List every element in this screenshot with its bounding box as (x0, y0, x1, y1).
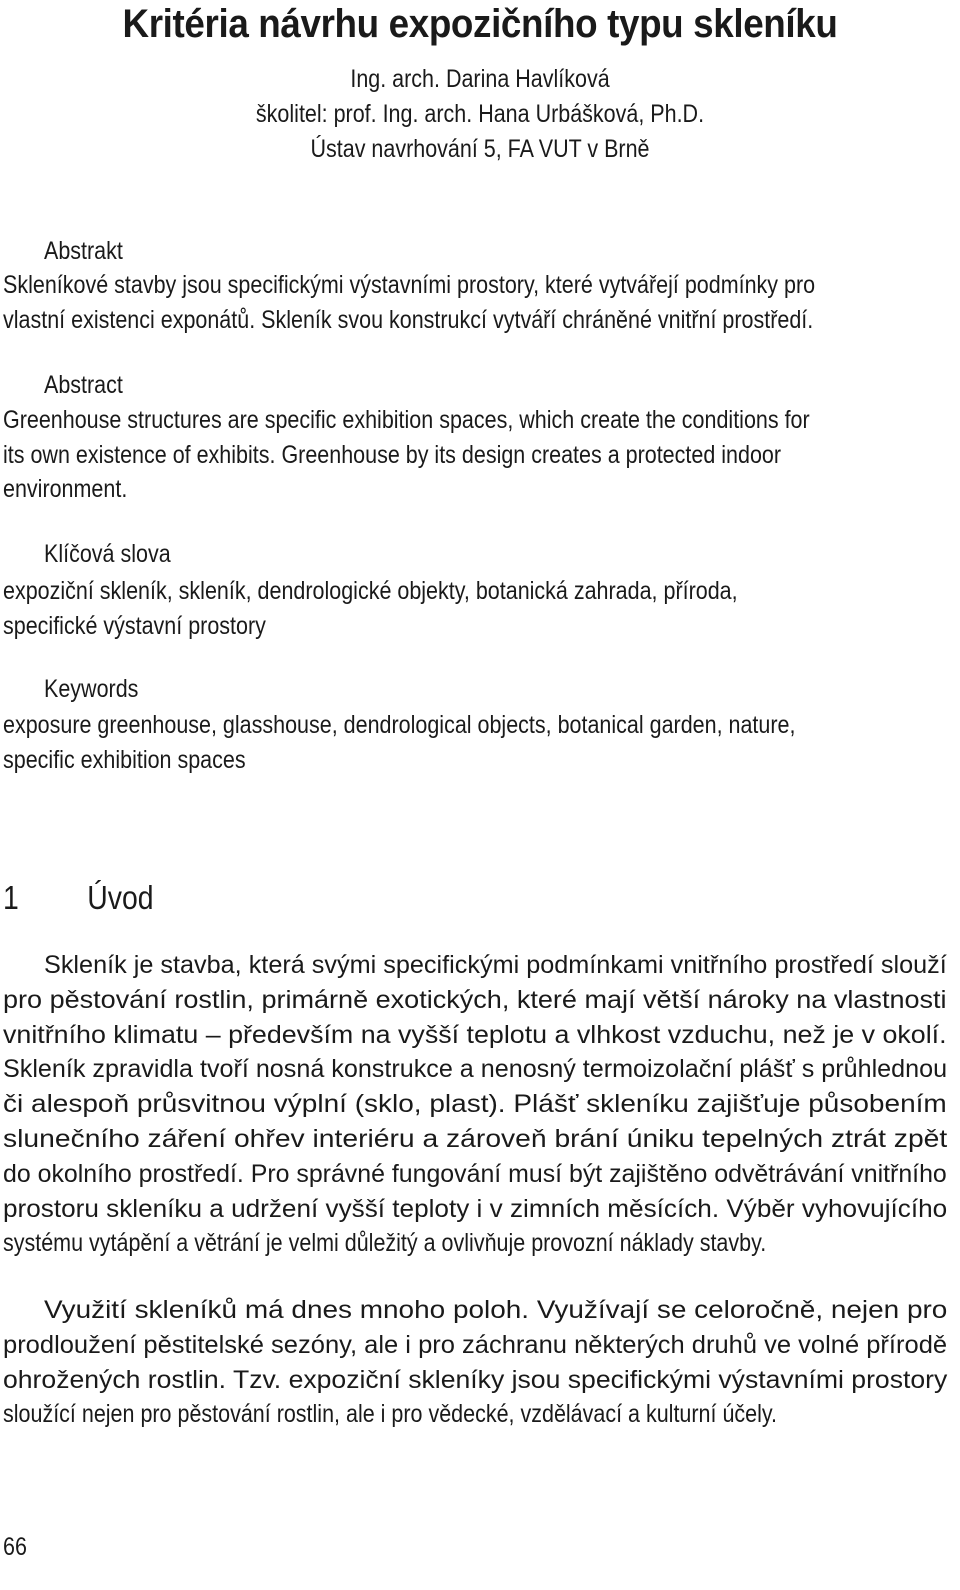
section-number: 1 (3, 879, 19, 916)
abstrakt-text (3, 268, 945, 337)
abstract-line: environment. (3, 475, 128, 503)
section-heading (3, 878, 154, 918)
paper-title: Kritéria návrhu expozičního typu skleníku (122, 2, 838, 46)
abstract-line: its own existence of exhibits. Greenhouse by its design creates a protected indoor (3, 440, 782, 469)
keywords-line: specific exhibition spaces (3, 745, 246, 774)
abstract-text (3, 403, 945, 507)
paragraph-line: systému vytápění a větrání je velmi důležitý a ovlivňuje provozní náklady stavby. (3, 1229, 767, 1258)
klicova-slova-text (3, 574, 945, 643)
abstrakt-line: Skleníkové stavby jsou specifickými výstavními prostory, které vytvářejí podmínky pro (3, 271, 816, 299)
paragraph-line: pro pěstování rostlin, primárně exotických, které mají větší nároky na vlastnosti (3, 985, 947, 1014)
paragraph-line: vnitřního klimatu – především na vyšší teplotu a vlhkost vzduchu, než je v okolí. (3, 1020, 947, 1049)
paragraph-line: prostoru skleníku a udržení vyšší teploty i v zimních měsících. Výběr vyhovujícího (3, 1194, 948, 1223)
paragraph-line: ohrožených rostlin. Tzv. expoziční skleníky jsou specifickými výstavními prostory (3, 1365, 948, 1394)
keywords-text (3, 708, 945, 777)
paragraph-line: Využití skleníků má dnes mnoho poloh. Využívají se celoročně, nejen pro (44, 1296, 948, 1324)
paragraph-line: Skleník je stavba, která svými specifickými podmínkami vnitřního prostředí slouží (44, 951, 947, 979)
klicova-slova-line: expoziční skleník, skleník, dendrologické objekty, botanická zahrada, příroda, (3, 577, 738, 605)
supervisor-line: školitel: prof. Ing. arch. Hana Urbášková, Ph.D. (255, 100, 705, 128)
paragraph-line: sloužící nejen pro pěstování rostlin, ale i pro vědecké, vzdělávací a kulturní účely. (3, 1400, 778, 1429)
abstrakt-line: vlastní existenci exponátů. Skleník svou konstrukcí vytváří chráněné vnitřní prostředí. (3, 305, 814, 334)
paragraph-1 (3, 948, 947, 1261)
section-title: Úvod (87, 879, 154, 916)
paragraph-line: prodloužení pěstitelské sezóny, ale i pro záchranu některých druhů ve volné přírodě (3, 1330, 948, 1359)
abstract-heading: Abstract (44, 371, 123, 399)
paragraph-line: slunečního záření ohřev interiéru a zároveň brání úniku tepelných ztrát zpět (3, 1124, 948, 1153)
institution-line: Ústav navrhování 5, FA VUT v Brně (310, 135, 650, 163)
paragraph-line: Skleník zpravidla tvoří nosná konstrukce a nenosný termoizolační plášť s průhlednou (3, 1055, 948, 1084)
paragraph-line: do okolního prostředí. Pro správné fungování musí být zajištěno odvětrávání vnitřního (3, 1159, 947, 1188)
page-number: 66 (3, 1533, 27, 1561)
paragraph-2 (3, 1293, 947, 1432)
klicova-slova-line: specifické výstavní prostory (3, 611, 266, 640)
paragraph-line: či alespoň průsvitnou výplní (sklo, plast). Plášť skleníku zajišťuje působením (3, 1090, 947, 1119)
author-line: Ing. arch. Darina Havlíková (350, 65, 610, 93)
abstract-line: Greenhouse structures are specific exhibition spaces, which create the conditions for (3, 406, 810, 434)
keywords-heading: Keywords (44, 675, 139, 703)
klicova-slova-heading: Klíčová slova (44, 540, 171, 568)
abstrakt-heading: Abstrakt (44, 237, 123, 265)
keywords-line: exposure greenhouse, glasshouse, dendrological objects, botanical garden, nature, (3, 711, 796, 739)
